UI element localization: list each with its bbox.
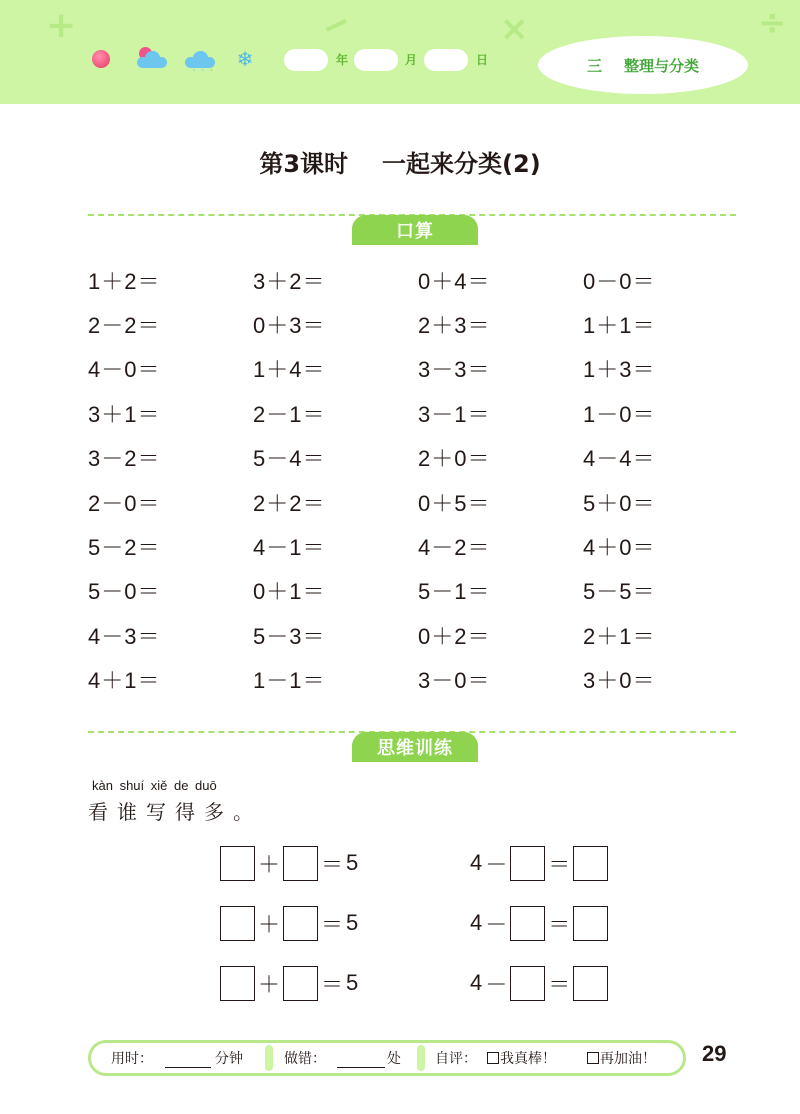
oral-calc-section-tab	[352, 215, 478, 245]
answer-box[interactable]	[220, 906, 255, 941]
sum-value: 5	[346, 850, 359, 875]
self-eval-label: 自评：	[435, 1051, 477, 1067]
answer-box[interactable]	[283, 966, 318, 1001]
equation[interactable]: 1－0＝	[583, 401, 656, 427]
equals-sign: ＝	[548, 911, 571, 937]
equation[interactable]: 2－2＝	[88, 313, 161, 339]
minus-sign: －	[485, 851, 508, 877]
minuend-value: 4	[470, 850, 483, 875]
page-title	[0, 144, 800, 179]
addition-box-equation	[220, 905, 470, 941]
equation[interactable]: 4－4＝	[583, 446, 656, 472]
equation[interactable]: 2－1＝	[253, 401, 326, 427]
equation[interactable]: 0＋5＝	[418, 490, 491, 516]
equation[interactable]: 5－3＝	[253, 623, 326, 649]
plus-sign: ＋	[258, 911, 281, 937]
divide-decoration-icon: ÷	[758, 3, 787, 43]
sunny-weather-icon[interactable]	[90, 46, 112, 72]
equation-row	[88, 347, 748, 391]
equation[interactable]: 2－0＝	[88, 490, 161, 516]
self-eval-option-try-harder[interactable]: 再加油！	[587, 1050, 656, 1068]
page-number: 29	[702, 1041, 727, 1066]
equals-sign: ＝	[548, 971, 571, 997]
answer-box[interactable]	[283, 906, 318, 941]
times-decoration-icon: ×	[500, 9, 529, 49]
errors-label: 做错：	[284, 1051, 326, 1067]
oral-calc-heading: 口算	[396, 221, 434, 242]
footer-separator	[265, 1045, 273, 1071]
time-unit: 分钟	[215, 1051, 243, 1067]
answer-box[interactable]	[220, 966, 255, 1001]
day-label: 日	[476, 53, 489, 67]
equation-row	[88, 436, 748, 480]
equation[interactable]: 5－0＝	[88, 579, 161, 605]
answer-box[interactable]	[283, 846, 318, 881]
minuend-value: 4	[470, 910, 483, 935]
snowy-weather-icon[interactable]: ❄	[236, 47, 254, 71]
equation[interactable]: 0＋4＝	[418, 268, 491, 294]
equation-row	[88, 569, 748, 613]
equals-sign: ＝	[321, 851, 344, 877]
unit-name: 整理与分类	[624, 56, 700, 75]
footer-separator	[417, 1045, 425, 1071]
self-assessment-bar	[88, 1040, 686, 1076]
answer-box[interactable]	[510, 966, 545, 1001]
answer-box[interactable]	[573, 906, 608, 941]
subtraction-box-equation	[470, 905, 608, 941]
equation[interactable]: 5－5＝	[583, 579, 656, 605]
thinking-section-tab	[352, 732, 478, 762]
oral-calc-grid	[88, 258, 748, 702]
addition-box-equation	[220, 845, 470, 881]
year-label: 年	[336, 53, 349, 67]
lesson-number: 第3课时	[259, 150, 349, 178]
checkbox-icon[interactable]	[487, 1052, 499, 1064]
answer-box[interactable]	[220, 846, 255, 881]
equation[interactable]: 4－1＝	[253, 535, 326, 561]
equation[interactable]: 0＋3＝	[253, 313, 326, 339]
equation[interactable]: 0＋2＝	[418, 623, 491, 649]
equals-sign: ＝	[321, 971, 344, 997]
year-input[interactable]	[284, 49, 328, 71]
equation[interactable]: 4－2＝	[418, 535, 491, 561]
answer-box[interactable]	[510, 906, 545, 941]
day-input[interactable]	[424, 49, 468, 71]
errors-blank[interactable]	[337, 1050, 385, 1068]
partly-cloudy-weather-icon[interactable]	[134, 46, 170, 72]
plus-sign: ＋	[258, 851, 281, 877]
sum-value: 5	[346, 970, 359, 995]
equation[interactable]: 0－0＝	[583, 268, 656, 294]
answer-box[interactable]	[573, 966, 608, 1001]
equation-row	[88, 258, 748, 302]
equation[interactable]: 3－1＝	[418, 401, 491, 427]
box-equation-row	[220, 845, 640, 905]
equation-row	[88, 391, 748, 435]
fill-in-box-equations	[220, 845, 640, 1025]
equation[interactable]: 5－4＝	[253, 446, 326, 472]
minus-sign: －	[485, 971, 508, 997]
month-label: 月	[405, 53, 418, 67]
month-input[interactable]	[354, 49, 398, 71]
equation[interactable]: 2＋3＝	[418, 313, 491, 339]
equals-sign: ＝	[548, 851, 571, 877]
equation-row	[88, 302, 748, 346]
box-equation-row	[220, 905, 640, 965]
subtraction-box-equation	[470, 845, 608, 881]
minus-sign: －	[485, 911, 508, 937]
header-band	[0, 0, 800, 104]
equation[interactable]: 1＋1＝	[583, 313, 656, 339]
time-label: 用时：	[111, 1051, 153, 1067]
equation[interactable]: 5－2＝	[88, 535, 161, 561]
equation[interactable]: 1＋2＝	[88, 268, 161, 294]
equation-row	[88, 480, 748, 524]
plus-sign: ＋	[258, 971, 281, 997]
equation[interactable]: 1－1＝	[253, 668, 326, 694]
equation[interactable]: 2＋2＝	[253, 490, 326, 516]
unit-badge	[538, 36, 748, 94]
unit-number: 三	[586, 56, 602, 75]
box-equation-row	[220, 965, 640, 1025]
equation[interactable]: 2＋0＝	[418, 446, 491, 472]
equation[interactable]: 3－3＝	[418, 357, 491, 383]
plus-decoration-icon: +	[46, 5, 77, 46]
sum-value: 5	[346, 910, 359, 935]
equation-row	[88, 658, 748, 702]
minuend-value: 4	[470, 970, 483, 995]
minus-decoration-icon: −	[314, 0, 358, 50]
equation[interactable]: 4＋0＝	[583, 535, 656, 561]
equation[interactable]: 3＋2＝	[253, 268, 326, 294]
equation[interactable]: 3－2＝	[88, 446, 161, 472]
equation-row	[88, 613, 748, 657]
time-blank[interactable]	[165, 1050, 211, 1068]
equation[interactable]: 5－1＝	[418, 579, 491, 605]
subtraction-box-equation	[470, 965, 608, 1001]
equation[interactable]: 0＋1＝	[253, 579, 326, 605]
lesson-topic: 一起来分类(2)	[382, 150, 541, 178]
equation[interactable]: 3＋1＝	[88, 401, 161, 427]
answer-box[interactable]	[573, 846, 608, 881]
prompt-text: 看谁写得多。	[88, 800, 262, 824]
equation[interactable]: 3＋0＝	[583, 668, 656, 694]
self-eval-option-great[interactable]: 我真棒！	[487, 1050, 556, 1068]
equation[interactable]: 1＋4＝	[253, 357, 326, 383]
equation[interactable]: 1＋3＝	[583, 357, 656, 383]
equation[interactable]: 4－0＝	[88, 357, 161, 383]
thinking-heading: 思维训练	[377, 738, 453, 759]
equals-sign: ＝	[321, 911, 344, 937]
checkbox-icon[interactable]	[587, 1052, 599, 1064]
answer-box[interactable]	[510, 846, 545, 881]
equation[interactable]: 2＋1＝	[583, 623, 656, 649]
equation-row	[88, 524, 748, 568]
errors-unit: 处	[387, 1051, 401, 1067]
rainy-weather-icon[interactable]: ' ' '	[182, 46, 218, 72]
equation[interactable]: 4－3＝	[88, 623, 161, 649]
prompt-pinyin: kàn shuí xiě de duō	[92, 778, 217, 793]
equation[interactable]: 5＋0＝	[583, 490, 656, 516]
equation[interactable]: 3－0＝	[418, 668, 491, 694]
equation[interactable]: 4＋1＝	[88, 668, 161, 694]
addition-box-equation	[220, 965, 470, 1001]
